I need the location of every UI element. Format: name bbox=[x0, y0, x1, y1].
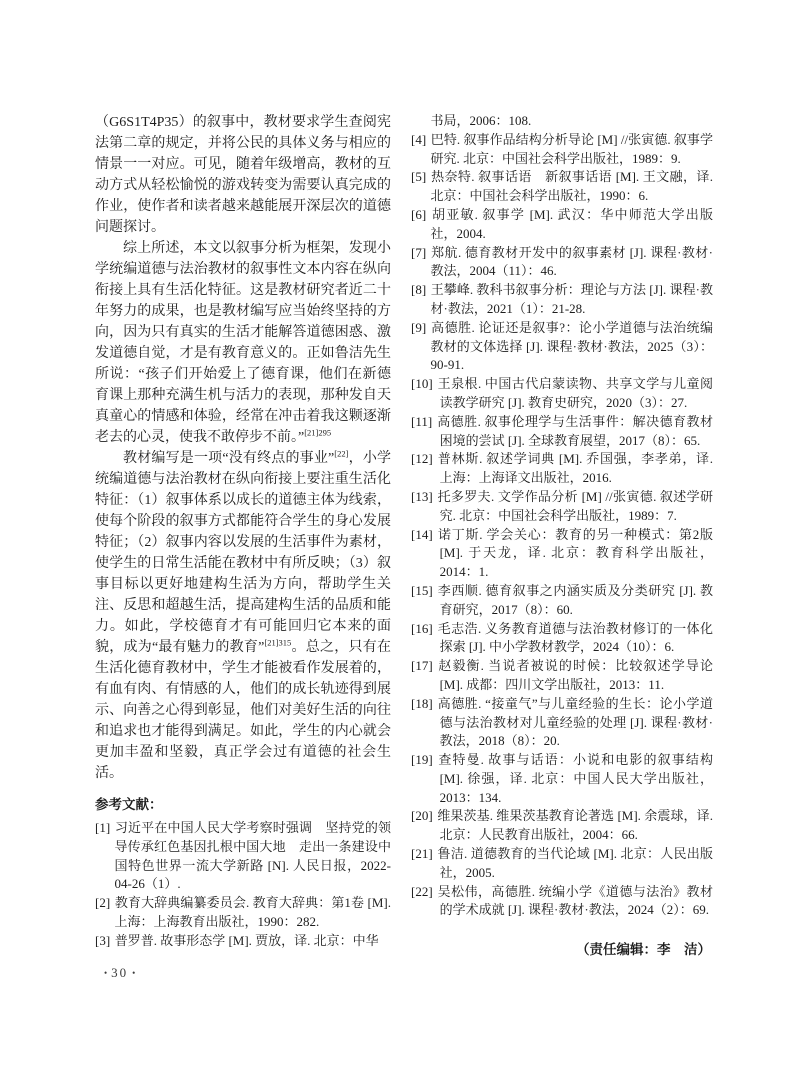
reference-text: 吴松伟，高德胜. 统编小学《道德与法治》教材的学术成就 [J]. 课程·教材·教法，2024（2）：69. bbox=[437, 883, 713, 918]
paragraph-text: （G6S1T4P35）的叙事中，教材要求学生查阅宪法第二章的规定，并将公民的具体义务与相应的情景一一对应。可见，随着年级增高，教材的互动方式从轻松愉悦的游戏转变为需要认真完成的作业，使作者和读者越来越能展开深层次的道德问题探讨。 bbox=[95, 115, 391, 235]
paragraph-text: 教材编写是一项“没有终点的事业” bbox=[123, 451, 335, 466]
reference-label: [20] bbox=[411, 808, 433, 824]
references-heading: 参考文献： bbox=[95, 797, 163, 812]
reference-label: [2] bbox=[95, 895, 111, 911]
page-number-dot-left: • bbox=[104, 968, 108, 978]
page-number-dot-right: • bbox=[132, 968, 136, 978]
reference-label: [10] bbox=[411, 376, 433, 392]
reference-text: 巴特. 叙事作品结构分析导论 [M] //张寅德. 叙事学研究. 北京：中国社会科学出版社，1989：9. bbox=[430, 131, 713, 166]
reference-text: 郑航. 德育教材开发中的叙事素材 [J]. 课程·教材·教法，2004（11）：46. bbox=[430, 244, 713, 279]
reference-text: 李西顺. 德育叙事之内涵实质及分类研究 [J]. 教育研究，2017（8）：60. bbox=[437, 582, 713, 617]
paragraph-text: ，小学统编道德与法治教材在纵向衔接上要注重生活化特征：（1）叙事体系以成长的道德主体为线索，使每个阶段的叙事方式都能符合学生的身心发展特征；（2）叙事内容以发展的生活事件为素材，使学生的日常生活能在教材中有所反映；（3）叙事目标以更好地建构生活为方向，帮助学生关注、反思和超越生活，提高建构生活的品质和能力。如此，学校德育才有可能回归它本来的面貌，成为“最有魅力的教育” bbox=[95, 451, 392, 655]
reference-text: 胡亚敏. 叙事学 [M]. 武汉：华中师范大学出版社，2004. bbox=[430, 206, 713, 241]
reference-item bbox=[411, 206, 713, 244]
reference-label: [1] bbox=[95, 820, 111, 835]
reference-item bbox=[411, 131, 713, 169]
reference-item bbox=[411, 751, 713, 807]
reference-text: 查特曼. 故事与话语：小说和电影的叙事结构 [M]. 徐强，译. 北京：中国人民大学出版社，2013：134. bbox=[437, 752, 713, 805]
reference-text: 托多罗夫. 文学作品分析 [M] //张寅德. 叙述学研究. 北京：中国社会科学出版社，1989：7. bbox=[437, 488, 713, 523]
reference-item bbox=[411, 526, 713, 582]
reference-item bbox=[411, 883, 713, 921]
reference-label: [21] bbox=[411, 846, 433, 862]
page-number-value: 30 bbox=[111, 965, 129, 980]
reference-text: 高德胜. “接童气”与儿童经验的生长：论小学道德与法治教材对儿童经验的处理 [J]. 课程·教材·教法，2018（8）：20. bbox=[437, 695, 713, 749]
body-paragraph bbox=[95, 448, 391, 784]
reference-label: [15] bbox=[411, 582, 433, 598]
reference-continuation: 书局，2006：108. bbox=[430, 113, 532, 128]
reference-label: [22] bbox=[411, 883, 433, 899]
paragraph-text: 综上所述，本文以叙事分析为框架，发现小学统编道德与法治教材的叙事性文本内容在纵向衔接上具有生活化特征。这是教材研究者近二十年努力的成果，也是教材编写应当始终坚持的方向，因为只有真实的生活才能解答道德困惑、激发道德自觉，才是有教育意义的。正如鲁洁先生所说：“孩子们开始爱上了德育课，他们在新德育课上那种充满生机与活力的表现，那种发自天真童心的情感和体验，经常在冲击着我这颗逐渐老去的心灵，使我不敢停步不前。” bbox=[95, 241, 391, 445]
reference-item bbox=[411, 657, 713, 695]
reference-item bbox=[411, 168, 713, 206]
references-left bbox=[95, 819, 391, 951]
reference-item bbox=[95, 819, 391, 894]
reference-text: 维果茨基. 维果茨基教育论著选 [M]. 余震球，译. 北京：人民教育出版社，2004：66. bbox=[437, 808, 713, 843]
reference-label: [13] bbox=[411, 488, 433, 504]
reference-label: [11] bbox=[411, 413, 433, 429]
reference-item bbox=[411, 488, 713, 526]
reference-item bbox=[411, 319, 713, 375]
reference-label: [7] bbox=[411, 244, 427, 260]
citation-superscript: [22] bbox=[334, 448, 349, 459]
reference-item bbox=[411, 845, 713, 883]
reference-text: 诺丁斯. 学会关心：教育的另一种模式：第2版 [M]. 于天龙，译. 北京：教育科学出版社，2014：1. bbox=[437, 526, 713, 580]
body-paragraphs bbox=[95, 112, 391, 784]
reference-text: 热奈特. 叙事话语 新叙事话语 [M]. 王文融，译. 北京：中国社会科学出版社，1990：6. bbox=[430, 169, 713, 204]
reference-label: [18] bbox=[411, 695, 433, 711]
reference-item bbox=[411, 450, 713, 488]
page-number bbox=[104, 965, 135, 981]
reference-label: [14] bbox=[411, 526, 433, 542]
reference-label: [17] bbox=[411, 658, 433, 674]
reference-item bbox=[411, 620, 713, 658]
reference-item bbox=[411, 695, 713, 751]
reference-item bbox=[411, 244, 713, 282]
body-paragraph bbox=[95, 112, 391, 238]
reference-text: 高德胜. 叙事伦理学与生活事件：解决德育教材困境的尝试 [J]. 全球教育展望，2017（8）：65. bbox=[436, 413, 713, 448]
reference-text: 习近平在中国人民大学考察时强调 坚持党的领导传承红色基因扎根中国大地 走出一条建设中国特色世界一流大学新路 [N]. 人民日报，2022-04-26（1）. bbox=[114, 820, 391, 892]
citation-superscript: [21]315 bbox=[264, 637, 292, 648]
reference-label: [8] bbox=[411, 282, 427, 298]
reference-text: 赵毅衡. 当说者被说的时候：比较叙述学导论 [M]. 成都：四川文学出版社，2013：11. bbox=[437, 658, 713, 692]
right-column bbox=[411, 112, 713, 958]
paragraph-text: 。总之，只有在生活化德育教材中，学生才能被看作发展着的，有血有肉、有情感的人，他们的成长轨迹得到展示、向善之心得到彰显，他们对美好生活的向往和追求也才能得到满足。如此，学生的内心就会更加丰盈和坚毅，真正学会过有道德的社会生活。 bbox=[95, 640, 391, 781]
reference-text: 王泉根. 中国古代启蒙读物、共享文学与儿童阅读教学研究 [J]. 教育史研究，2020（3）：27. bbox=[437, 376, 713, 410]
reference-text: 王攀峰. 教科书叙事分析：理论与方法 [J]. 课程·教材·教法，2021（1）：21-28. bbox=[430, 282, 713, 316]
reference-label: [16] bbox=[411, 620, 433, 636]
references-right bbox=[411, 131, 713, 920]
reference-text: 高德胜. 论证还是叙事?：论小学道德与法治统编教材的文体选择 [J]. 课程·教材·教法，2025（3）：90-91. bbox=[430, 319, 713, 373]
editor-note: （责任编辑：李 洁） bbox=[576, 942, 711, 958]
reference-label: [5] bbox=[411, 169, 427, 185]
reference-label: [3] bbox=[95, 932, 111, 948]
reference-text: 毛志浩. 义务教育道德与法治教材修订的一体化探索 [J]. 中小学教材教学，2024（10）：6. bbox=[437, 620, 713, 655]
reference-label: [4] bbox=[411, 131, 427, 147]
reference-item bbox=[411, 375, 713, 413]
reference-label: [19] bbox=[411, 752, 433, 768]
reference-text: 鲁洁. 道德教育的当代论域 [M]. 北京：人民出版社，2005. bbox=[437, 846, 713, 880]
body-paragraph bbox=[95, 238, 391, 448]
reference-text: 普林斯. 叙述学词典 [M]. 乔国强，李孝弟，译. 上海：上海译文出版社，2016. bbox=[437, 451, 713, 486]
reference-item bbox=[411, 281, 713, 319]
left-column bbox=[95, 112, 391, 951]
reference-text: 普罗普. 故事形态学 [M]. 贾放，译. 北京：中华 bbox=[114, 932, 379, 948]
reference-label: [9] bbox=[411, 319, 427, 335]
citation-superscript: [21]295 bbox=[304, 427, 332, 438]
reference-label: [6] bbox=[411, 206, 427, 222]
reference-label: [12] bbox=[411, 451, 433, 467]
reference-item bbox=[411, 413, 713, 451]
reference-text: 教育大辞典编纂委员会. 教育大辞典：第1卷 [M]. 上海：上海教育出版社，1990：282. bbox=[114, 895, 391, 929]
reference-item bbox=[95, 932, 391, 951]
reference-item bbox=[411, 582, 713, 620]
reference-item bbox=[411, 807, 713, 845]
reference-item bbox=[95, 894, 391, 932]
